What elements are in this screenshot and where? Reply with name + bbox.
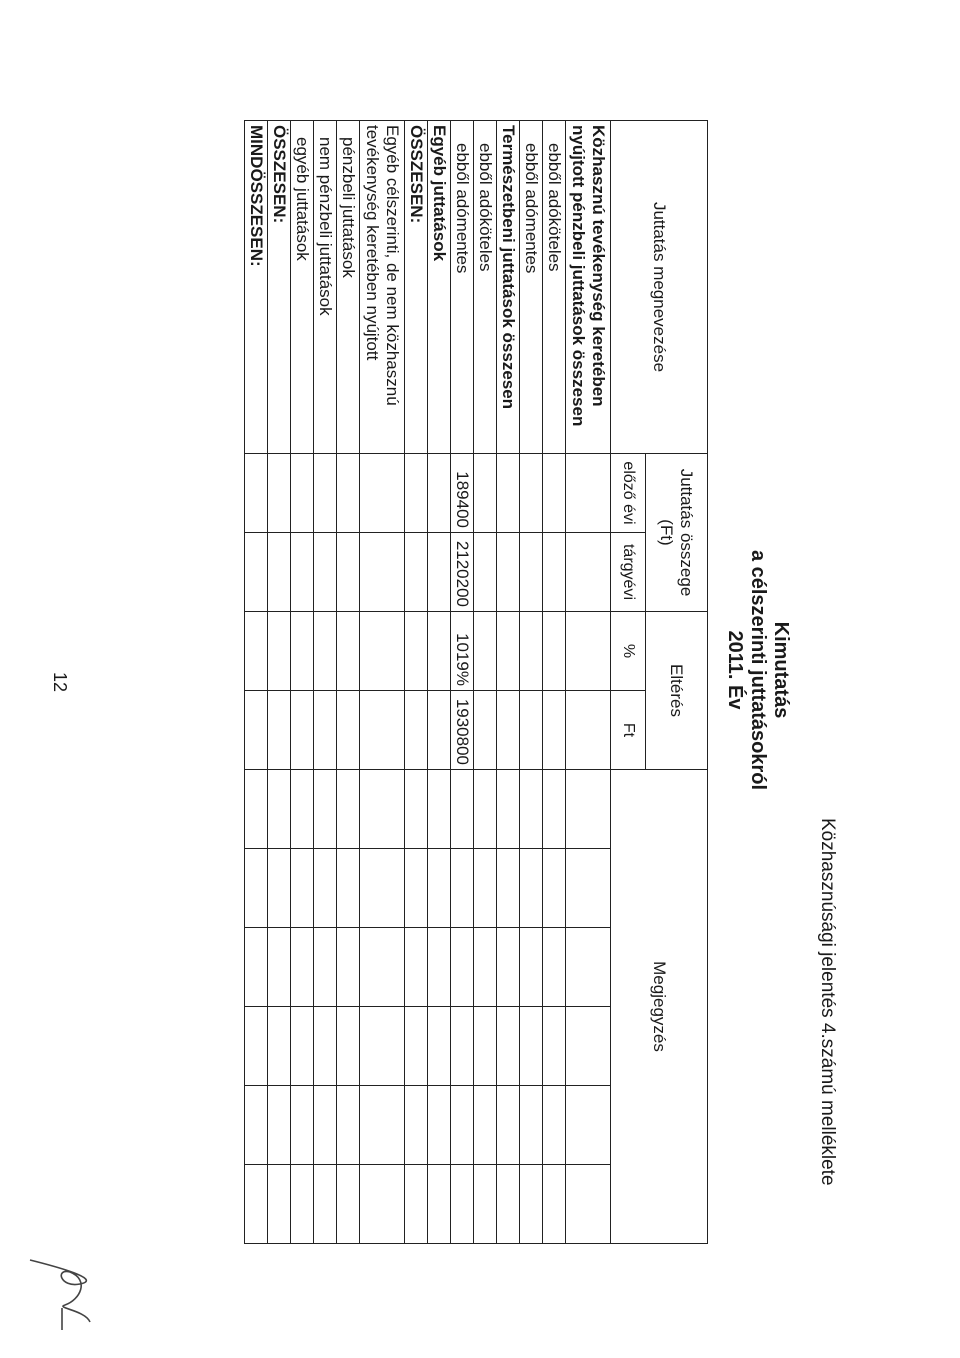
cell-ft	[314, 691, 337, 770]
cell-curr: 2120200	[451, 533, 474, 612]
cell-pct	[566, 612, 611, 691]
cell-prev	[405, 454, 428, 533]
row-label: Egyéb célszerinti, de nem közhasznú tevékenység keretében nyújtott	[360, 121, 405, 454]
cell-note	[360, 849, 405, 928]
cell-curr	[497, 533, 520, 612]
cell-note	[520, 1007, 543, 1086]
cell-note	[543, 928, 566, 1007]
cell-note	[543, 1165, 566, 1244]
title-line-2: a célszerinti juttatásokról	[747, 549, 769, 791]
cell-note	[451, 928, 474, 1007]
cell-note	[543, 1007, 566, 1086]
cell-note	[245, 770, 268, 849]
cell-prev	[566, 454, 611, 533]
cell-note	[474, 770, 497, 849]
cell-note	[268, 1165, 291, 1244]
cell-note	[245, 849, 268, 928]
cell-note	[451, 1007, 474, 1086]
cell-note	[451, 1086, 474, 1165]
cell-pct: 1019%	[451, 612, 474, 691]
cell-note	[497, 1165, 520, 1244]
cell-note	[497, 928, 520, 1007]
cell-note	[474, 928, 497, 1007]
cell-note	[428, 849, 451, 928]
cell-prev	[474, 454, 497, 533]
cell-note	[520, 770, 543, 849]
col-header-diff-group: Eltérés	[645, 612, 707, 770]
cell-note	[245, 1165, 268, 1244]
cell-note	[474, 1165, 497, 1244]
cell-note	[543, 770, 566, 849]
cell-prev	[291, 454, 314, 533]
table-row	[360, 121, 405, 1244]
table-row	[520, 121, 543, 1244]
cell-note	[245, 928, 268, 1007]
cell-note	[291, 1165, 314, 1244]
col-header-amount-group: Juttatás összege (Ft)	[645, 454, 707, 612]
cell-note	[497, 849, 520, 928]
row-label: ebből adóköteles	[543, 121, 566, 454]
cell-ft	[268, 691, 291, 770]
cell-note	[405, 1007, 428, 1086]
cell-curr	[405, 533, 428, 612]
cell-curr	[474, 533, 497, 612]
cell-ft	[405, 691, 428, 770]
cell-ft	[497, 691, 520, 770]
cell-curr	[337, 533, 360, 612]
document-reference: Közhasznúsági jelentés 4.számú melléklete	[817, 818, 838, 1186]
cell-note	[405, 849, 428, 928]
cell-note	[291, 770, 314, 849]
cell-pct	[268, 612, 291, 691]
cell-pct	[428, 612, 451, 691]
cell-note	[451, 770, 474, 849]
cell-note	[428, 1165, 451, 1244]
row-label: ÖSSZESEN:	[405, 121, 428, 454]
cell-note	[268, 1086, 291, 1165]
cell-curr	[245, 533, 268, 612]
cell-ft	[245, 691, 268, 770]
cell-pct	[314, 612, 337, 691]
cell-note	[405, 770, 428, 849]
cell-pct	[474, 612, 497, 691]
cell-note	[337, 928, 360, 1007]
cell-note	[360, 1086, 405, 1165]
cell-pct	[337, 612, 360, 691]
cell-note	[566, 1007, 611, 1086]
cell-note	[566, 770, 611, 849]
cell-note	[497, 1007, 520, 1086]
cell-note	[268, 928, 291, 1007]
cell-prev	[497, 454, 520, 533]
cell-note	[405, 928, 428, 1007]
cell-note	[337, 770, 360, 849]
cell-note	[497, 1086, 520, 1165]
table-row	[543, 121, 566, 1244]
cell-note	[566, 928, 611, 1007]
cell-note	[428, 928, 451, 1007]
col-header-note: Megjegyzés	[611, 770, 708, 1244]
cell-note	[314, 1086, 337, 1165]
signature-mark	[15, 1250, 110, 1340]
cell-pct	[405, 612, 428, 691]
cell-note	[428, 770, 451, 849]
cell-note	[566, 1165, 611, 1244]
table-row	[268, 121, 291, 1244]
cell-ft	[474, 691, 497, 770]
table-row	[451, 121, 474, 1244]
cell-note	[245, 1086, 268, 1165]
row-label: ÖSSZESEN:	[268, 121, 291, 454]
cell-note	[291, 1007, 314, 1086]
table-row	[497, 121, 520, 1244]
title-block	[723, 420, 792, 920]
cell-ft: 1930800	[451, 691, 474, 770]
table-body	[245, 121, 611, 1244]
benefits-table	[244, 120, 708, 1244]
cell-note	[451, 849, 474, 928]
cell-pct	[360, 612, 405, 691]
col-header-name: Juttatás megnevezése	[611, 121, 708, 454]
cell-prev	[428, 454, 451, 533]
cell-note	[291, 849, 314, 928]
cell-note	[405, 1165, 428, 1244]
cell-note	[314, 770, 337, 849]
cell-note	[291, 928, 314, 1007]
cell-note	[314, 849, 337, 928]
cell-note	[566, 1086, 611, 1165]
cell-note	[314, 1007, 337, 1086]
cell-curr	[520, 533, 543, 612]
cell-note	[245, 1007, 268, 1086]
col-header-curr: tárgyévi	[611, 533, 646, 612]
cell-note	[428, 1007, 451, 1086]
cell-prev: 189400	[451, 454, 474, 533]
cell-note	[337, 1165, 360, 1244]
cell-prev	[314, 454, 337, 533]
cell-note	[360, 1165, 405, 1244]
cell-prev	[337, 454, 360, 533]
cell-prev	[245, 454, 268, 533]
cell-curr	[314, 533, 337, 612]
cell-prev	[360, 454, 405, 533]
row-label: MINDÖSSZESEN:	[245, 121, 268, 454]
cell-curr	[566, 533, 611, 612]
cell-note	[405, 1086, 428, 1165]
cell-note	[474, 1007, 497, 1086]
table-row	[337, 121, 360, 1244]
row-label: Egyéb juttatások	[428, 121, 451, 454]
row-label: ebből adómentes	[451, 121, 474, 454]
cell-note	[360, 1007, 405, 1086]
cell-note	[360, 928, 405, 1007]
cell-note	[428, 1086, 451, 1165]
cell-pct	[543, 612, 566, 691]
cell-curr	[360, 533, 405, 612]
title-line-1: Kimutatás	[770, 621, 792, 719]
cell-note	[268, 1007, 291, 1086]
title-line-3: 2011. Év	[724, 630, 746, 710]
cell-ft	[520, 691, 543, 770]
cell-note	[566, 849, 611, 928]
cell-note	[520, 928, 543, 1007]
table-row	[291, 121, 314, 1244]
header-row-1	[645, 121, 707, 1244]
cell-note	[474, 1086, 497, 1165]
cell-note	[337, 849, 360, 928]
cell-note	[520, 1165, 543, 1244]
cell-note	[543, 849, 566, 928]
page-number: 12	[50, 672, 70, 693]
row-label: ebből adóköteles	[474, 121, 497, 454]
cell-note	[360, 770, 405, 849]
cell-note	[520, 849, 543, 928]
table-row	[474, 121, 497, 1244]
cell-note	[314, 928, 337, 1007]
table-row	[314, 121, 337, 1244]
cell-prev	[268, 454, 291, 533]
cell-pct	[497, 612, 520, 691]
cell-pct	[291, 612, 314, 691]
cell-note	[497, 770, 520, 849]
cell-ft	[428, 691, 451, 770]
cell-ft	[337, 691, 360, 770]
cell-note	[268, 849, 291, 928]
cell-curr	[428, 533, 451, 612]
row-label: Közhasznú tevékenység keretében nyújtott pénzbeli juttatások összesen	[566, 121, 611, 454]
cell-curr	[543, 533, 566, 612]
cell-pct	[245, 612, 268, 691]
row-label: egyéb juttatások	[291, 121, 314, 454]
cell-note	[474, 849, 497, 928]
cell-note	[451, 1165, 474, 1244]
table-row	[566, 121, 611, 1244]
cell-note	[337, 1007, 360, 1086]
row-label: Természetbeni juttatások összesen	[497, 121, 520, 454]
cell-note	[314, 1165, 337, 1244]
cell-curr	[268, 533, 291, 612]
table-row	[428, 121, 451, 1244]
cell-note	[520, 1086, 543, 1165]
cell-prev	[543, 454, 566, 533]
cell-prev	[520, 454, 543, 533]
cell-note	[543, 1086, 566, 1165]
cell-pct	[520, 612, 543, 691]
cell-ft	[543, 691, 566, 770]
row-label: ebből adómentes	[520, 121, 543, 454]
cell-ft	[291, 691, 314, 770]
cell-note	[337, 1086, 360, 1165]
col-header-ft: Ft	[611, 691, 646, 770]
col-header-pct: %	[611, 612, 646, 691]
cell-ft	[360, 691, 405, 770]
col-header-prev: előző évi	[611, 454, 646, 533]
cell-note	[291, 1086, 314, 1165]
row-label: nem pénzbeli juttatások	[314, 121, 337, 454]
row-label: pénzbeli juttatások	[337, 121, 360, 454]
table-row	[405, 121, 428, 1244]
cell-ft	[566, 691, 611, 770]
cell-curr	[291, 533, 314, 612]
table-row	[245, 121, 268, 1244]
cell-note	[268, 770, 291, 849]
